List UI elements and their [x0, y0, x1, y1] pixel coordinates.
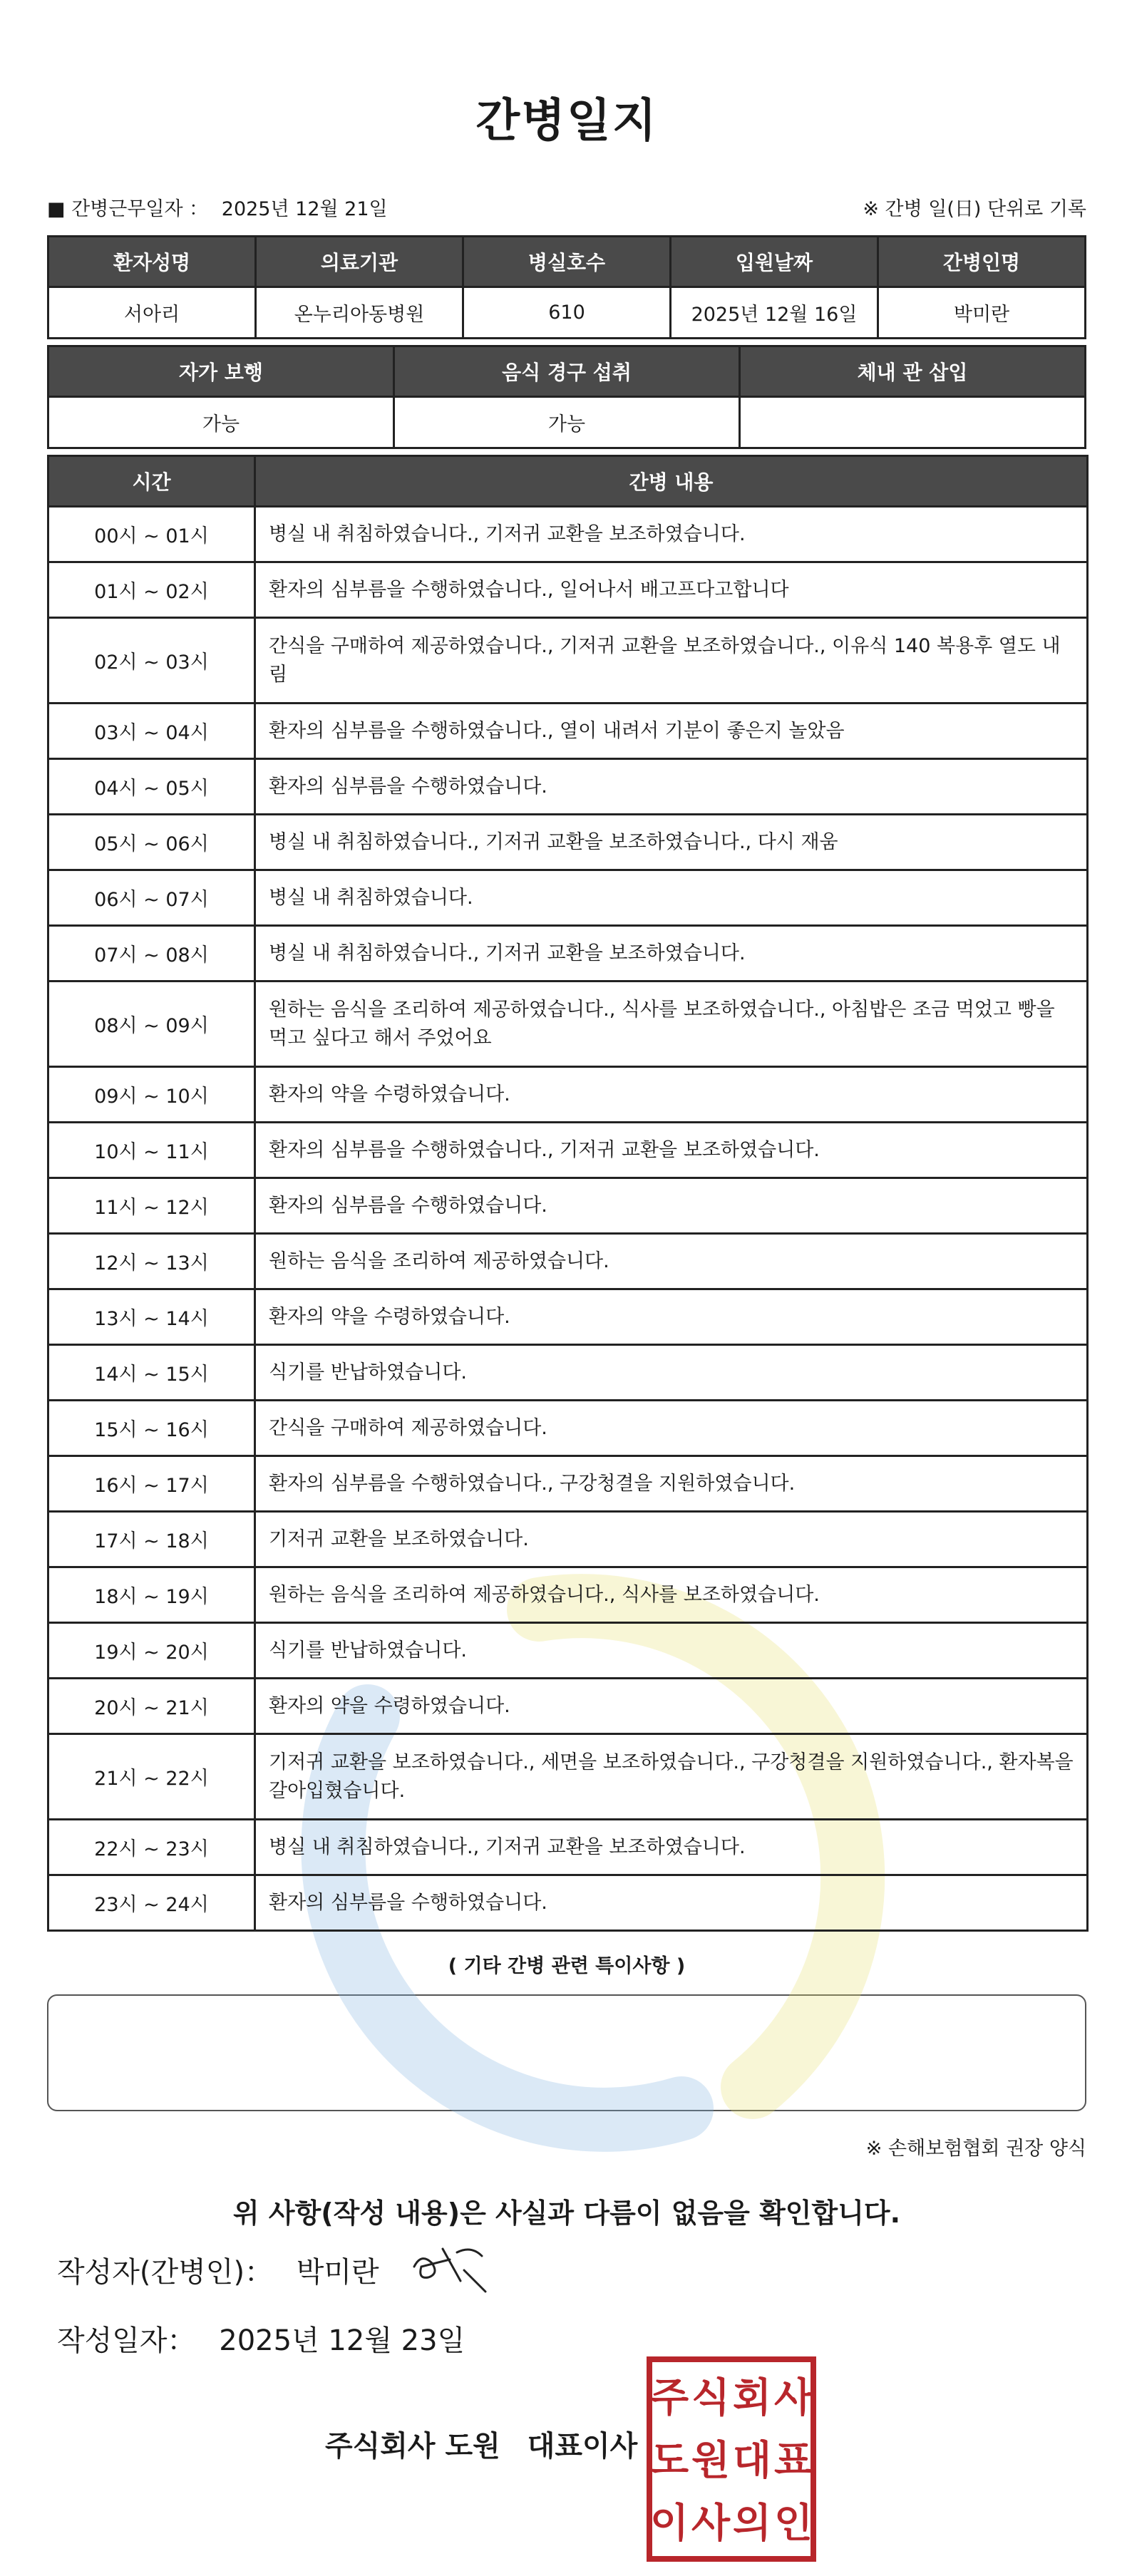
log-time: 23시 ~ 24시	[48, 1875, 255, 1931]
seal-glyph: 사	[691, 2500, 731, 2547]
writer-field	[57, 2250, 379, 2290]
log-content: 원하는 음식을 조리하여 제공하였습니다.	[255, 1234, 1088, 1289]
log-row	[48, 562, 1088, 618]
date-label: 작성일자：	[57, 2324, 196, 2357]
writer-label: 작성자(간병인)：	[57, 2256, 274, 2289]
log-time: 10시 ~ 11시	[48, 1123, 255, 1178]
log-time: 08시 ~ 09시	[48, 982, 255, 1067]
seal-glyph: 이	[649, 2500, 689, 2547]
log-row	[48, 1456, 1088, 1512]
patient-info-header-row	[48, 237, 1086, 287]
room-number: 610	[463, 287, 671, 339]
company-name: 주식회사 도원	[325, 2430, 500, 2463]
signature-area	[47, 2238, 1086, 2573]
header-patient-name: 환자성명	[48, 237, 256, 287]
company-seal	[646, 2356, 817, 2562]
seal-glyph: 사	[773, 2375, 813, 2421]
log-row	[48, 1289, 1088, 1345]
log-row	[48, 1734, 1088, 1820]
work-date-value: 2025년 12월 21일	[221, 197, 388, 220]
work-date	[47, 193, 395, 221]
log-time: 12시 ~ 13시	[48, 1234, 255, 1289]
log-time: 02시 ~ 03시	[48, 618, 255, 704]
log-row	[48, 926, 1088, 982]
log-row	[48, 1679, 1088, 1734]
seal-glyph: 회	[732, 2375, 772, 2421]
seal-glyph: 인	[773, 2500, 813, 2547]
walking-value: 가능	[48, 397, 394, 448]
care-log-page	[47, 0, 1086, 2234]
log-time: 09시 ~ 10시	[48, 1067, 255, 1123]
log-content: 원하는 음식을 조리하여 제공하였습니다., 식사를 보조하였습니다.	[255, 1567, 1088, 1623]
log-time: 07시 ~ 08시	[48, 926, 255, 982]
log-row	[48, 1567, 1088, 1623]
log-time: 14시 ~ 15시	[48, 1345, 255, 1401]
header-care-content: 간병 내용	[255, 456, 1088, 507]
log-content: 병실 내 취침하였습니다., 기저귀 교환을 보조하였습니다., 다시 재움	[255, 815, 1088, 870]
patient-status-table	[47, 345, 1086, 449]
record-note: ※ 간병 일(日) 단위로 기록	[863, 197, 1086, 220]
log-row	[48, 1512, 1088, 1567]
date-value: 2025년 12월 23일	[219, 2324, 465, 2357]
log-time: 06시 ~ 07시	[48, 870, 255, 926]
log-content: 환자의 심부름을 수행하였습니다.	[255, 1875, 1088, 1931]
log-content: 환자의 약을 수령하였습니다.	[255, 1067, 1088, 1123]
log-time: 15시 ~ 16시	[48, 1401, 255, 1456]
log-time: 17시 ~ 18시	[48, 1512, 255, 1567]
log-time: 18시 ~ 19시	[48, 1567, 255, 1623]
log-content: 간식을 구매하여 제공하였습니다.	[255, 1401, 1088, 1456]
log-row	[48, 1623, 1088, 1679]
log-content: 식기를 반납하였습니다.	[255, 1623, 1088, 1679]
log-row	[48, 1067, 1088, 1123]
oral-intake-value: 가능	[394, 397, 740, 448]
log-content: 기저귀 교환을 보조하였습니다., 세면을 보조하였습니다., 구강청결을 지원하였습니다., 환자복을 갈아입혔습니다.	[255, 1734, 1088, 1820]
log-row	[48, 1875, 1088, 1931]
patient-name: 서아리	[48, 287, 256, 339]
header-room: 병실호수	[463, 237, 671, 287]
log-row	[48, 507, 1088, 562]
work-date-label: ■ 간병근무일자 ：	[47, 197, 209, 220]
log-time: 05시 ~ 06시	[48, 815, 255, 870]
log-content: 병실 내 취침하였습니다., 기저귀 교환을 보조하였습니다.	[255, 507, 1088, 562]
log-time: 00시 ~ 01시	[48, 507, 255, 562]
company-line	[325, 2423, 637, 2464]
hospital-name: 온누리아동병원	[256, 287, 463, 339]
log-content: 환자의 심부름을 수행하였습니다.	[255, 1178, 1088, 1234]
log-time: 11시 ~ 12시	[48, 1178, 255, 1234]
log-body	[48, 507, 1088, 1931]
patient-info-table	[47, 235, 1086, 339]
log-time: 13시 ~ 14시	[48, 1289, 255, 1345]
page-title: 간병일지	[475, 95, 658, 148]
log-row	[48, 1345, 1088, 1401]
recommend-note: ※ 손해보험협회 권장 양식	[865, 2138, 1086, 2160]
header-oral-intake: 음식 경구 섭취	[394, 346, 740, 397]
seal-glyph: 대	[732, 2438, 772, 2484]
log-time: 01시 ~ 02시	[48, 562, 255, 618]
log-section	[47, 455, 1086, 1932]
log-row	[48, 1401, 1088, 1456]
patient-info-value-row	[48, 287, 1086, 339]
seal-glyph: 주	[649, 2375, 689, 2421]
status-value-row	[48, 397, 1086, 448]
seal-glyph: 식	[691, 2375, 731, 2421]
log-content: 병실 내 취침하였습니다., 기저귀 교환을 보조하였습니다.	[255, 926, 1088, 982]
log-content: 식기를 반납하였습니다.	[255, 1345, 1088, 1401]
tube-value	[740, 397, 1086, 448]
log-row	[48, 1178, 1088, 1234]
log-content: 환자의 약을 수령하였습니다.	[255, 1289, 1088, 1345]
admission-date: 2025년 12월 16일	[671, 287, 878, 339]
log-content: 환자의 심부름을 수행하였습니다., 구강청결을 지원하였습니다.	[255, 1456, 1088, 1512]
log-content: 환자의 약을 수령하였습니다.	[255, 1679, 1088, 1734]
handwritten-signature	[407, 2238, 493, 2295]
log-content: 원하는 음식을 조리하여 제공하였습니다., 식사를 보조하였습니다., 아침밥은 조금 먹었고 빵을 먹고 싶다고 해서 주었어요	[255, 982, 1088, 1067]
log-time: 03시 ~ 04시	[48, 704, 255, 759]
log-time: 16시 ~ 17시	[48, 1456, 255, 1512]
seal-glyph: 표	[773, 2438, 813, 2484]
header-admission-date: 입원날짜	[671, 237, 878, 287]
log-header-row	[48, 456, 1088, 507]
seal-glyph: 의	[732, 2500, 772, 2547]
log-time: 20시 ~ 21시	[48, 1679, 255, 1734]
care-log-table	[47, 455, 1089, 1932]
log-row	[48, 618, 1088, 704]
log-content: 환자의 심부름을 수행하였습니다., 열이 내려서 기분이 좋은지 놀았음	[255, 704, 1088, 759]
log-row	[48, 1123, 1088, 1178]
header-walking: 자가 보행	[48, 346, 394, 397]
special-notes-title: ( 기타 간병 관련 특이사항 )	[448, 1955, 686, 1977]
log-time: 22시 ~ 23시	[48, 1820, 255, 1875]
caregiver-name: 박미란	[878, 287, 1086, 339]
status-header-row	[48, 346, 1086, 397]
seal-glyph: 원	[691, 2438, 731, 2484]
log-content: 병실 내 취침하였습니다.	[255, 870, 1088, 926]
log-time: 21시 ~ 22시	[48, 1734, 255, 1820]
seal-glyph: 도	[649, 2438, 689, 2484]
date-field	[57, 2318, 465, 2359]
log-row	[48, 1820, 1088, 1875]
log-content: 기저귀 교환을 보조하였습니다.	[255, 1512, 1088, 1567]
log-row	[48, 759, 1088, 815]
log-time: 19시 ~ 20시	[48, 1623, 255, 1679]
log-content: 환자의 심부름을 수행하였습니다., 기저귀 교환을 보조하였습니다.	[255, 1123, 1088, 1178]
log-row	[48, 1234, 1088, 1289]
meta-row	[47, 192, 1086, 221]
log-row	[48, 704, 1088, 759]
log-row	[48, 815, 1088, 870]
header-caregiver: 간병인명	[878, 237, 1086, 287]
log-row	[48, 870, 1088, 926]
header-tube: 체내 관 삽입	[740, 346, 1086, 397]
log-content: 병실 내 취침하였습니다., 기저귀 교환을 보조하였습니다.	[255, 1820, 1088, 1875]
confirm-statement: 위 사항(작성 내용)은 사실과 다름이 없음을 확인합니다.	[232, 2198, 901, 2229]
log-content: 간식을 구매하여 제공하였습니다., 기저귀 교환을 보조하였습니다., 이유식 140 복용후 열도 내림	[255, 618, 1088, 704]
log-row	[48, 982, 1088, 1067]
log-content: 환자의 심부름을 수행하였습니다., 일어나서 배고프다고합니다	[255, 562, 1088, 618]
representative-title: 대표이사	[527, 2430, 638, 2463]
header-hospital: 의료기관	[256, 237, 463, 287]
log-time: 04시 ~ 05시	[48, 759, 255, 815]
log-content: 환자의 심부름을 수행하였습니다.	[255, 759, 1088, 815]
header-time: 시간	[48, 456, 255, 507]
writer-value: 박미란	[296, 2256, 379, 2289]
